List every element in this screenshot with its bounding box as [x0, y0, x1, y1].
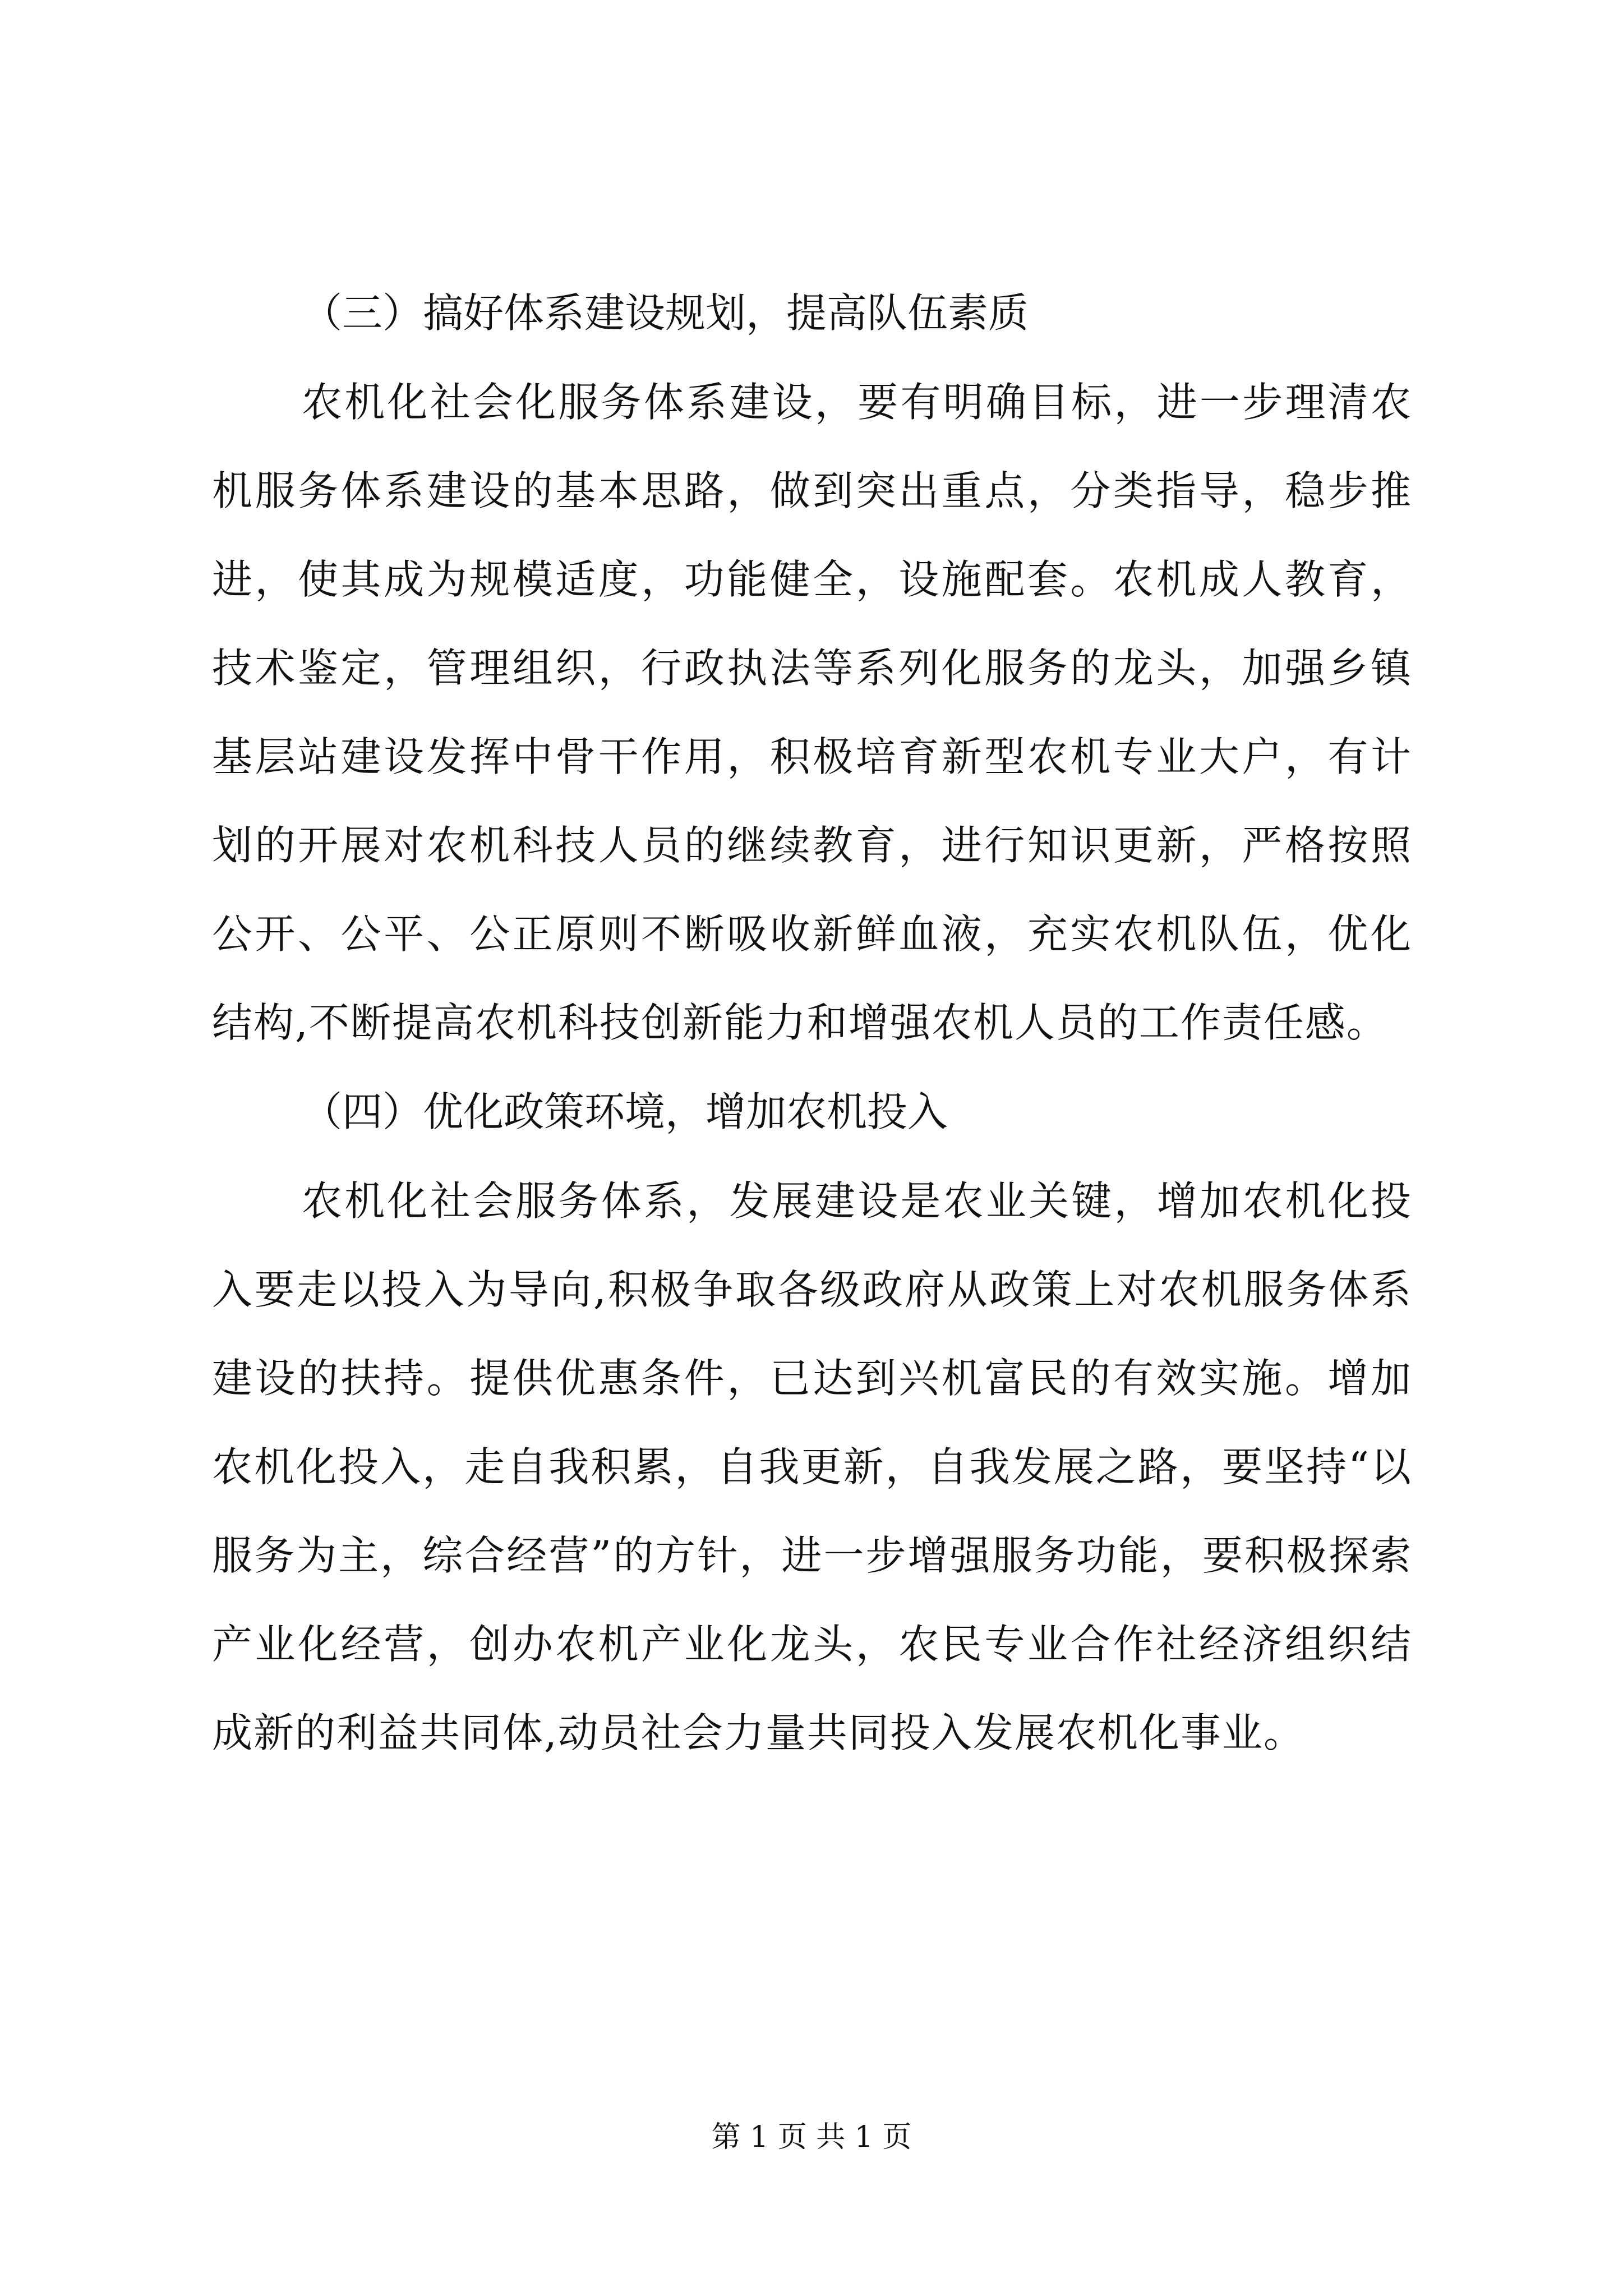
section-heading: （四）优化政策环境，增加农机投入 [302, 1088, 948, 1135]
section-heading: （三）搞好体系建设规划，提高队伍素质 [302, 289, 1029, 337]
document-body [212, 268, 1412, 1777]
section-paragraph: 农机化社会化服务体系建设，要有明确目标，进一步理清农机服务体系建设的基本思路，做到突出重点，分类指导，稳步推进，使其成为规模适度，功能健全，设施配套。农机成人教育，技术鉴定，管理组织，行政执法等系列化服务的龙头，加强乡镇基层站建设发挥中骨干作用，积极培育新型农机专业大户，有计划的开展对农机科技人员的继续教育，进行知识更新，严格按照公开、公平、公正原则不断吸收新鲜血液，充实农机队伍，优化结构,不断提高农机科技创新能力和增强农机人员的工作责任感。 [212, 379, 1412, 1046]
section-paragraph: 农机化社会服务体系，发展建设是农业关键，增加农机化投入要走以投入为导向,积极争取各级政府从政策上对农机服务体系建设的扶持。提供优惠条件，已达到兴机富民的有效实施。增加农机化投入，走自我积累，自我更新，自我发展之路，要坚持“以服务为主，综合经营”的方针，进一步增强服务功能，要积极探索产业化经营，创办农机产业化龙头，农民专业合作社经济组织结成新的利益共同体,动员社会力量共同投入发展农机化事业。 [212, 1177, 1412, 1756]
page-footer: 第 1 页 共 1 页 [711, 2120, 912, 2154]
